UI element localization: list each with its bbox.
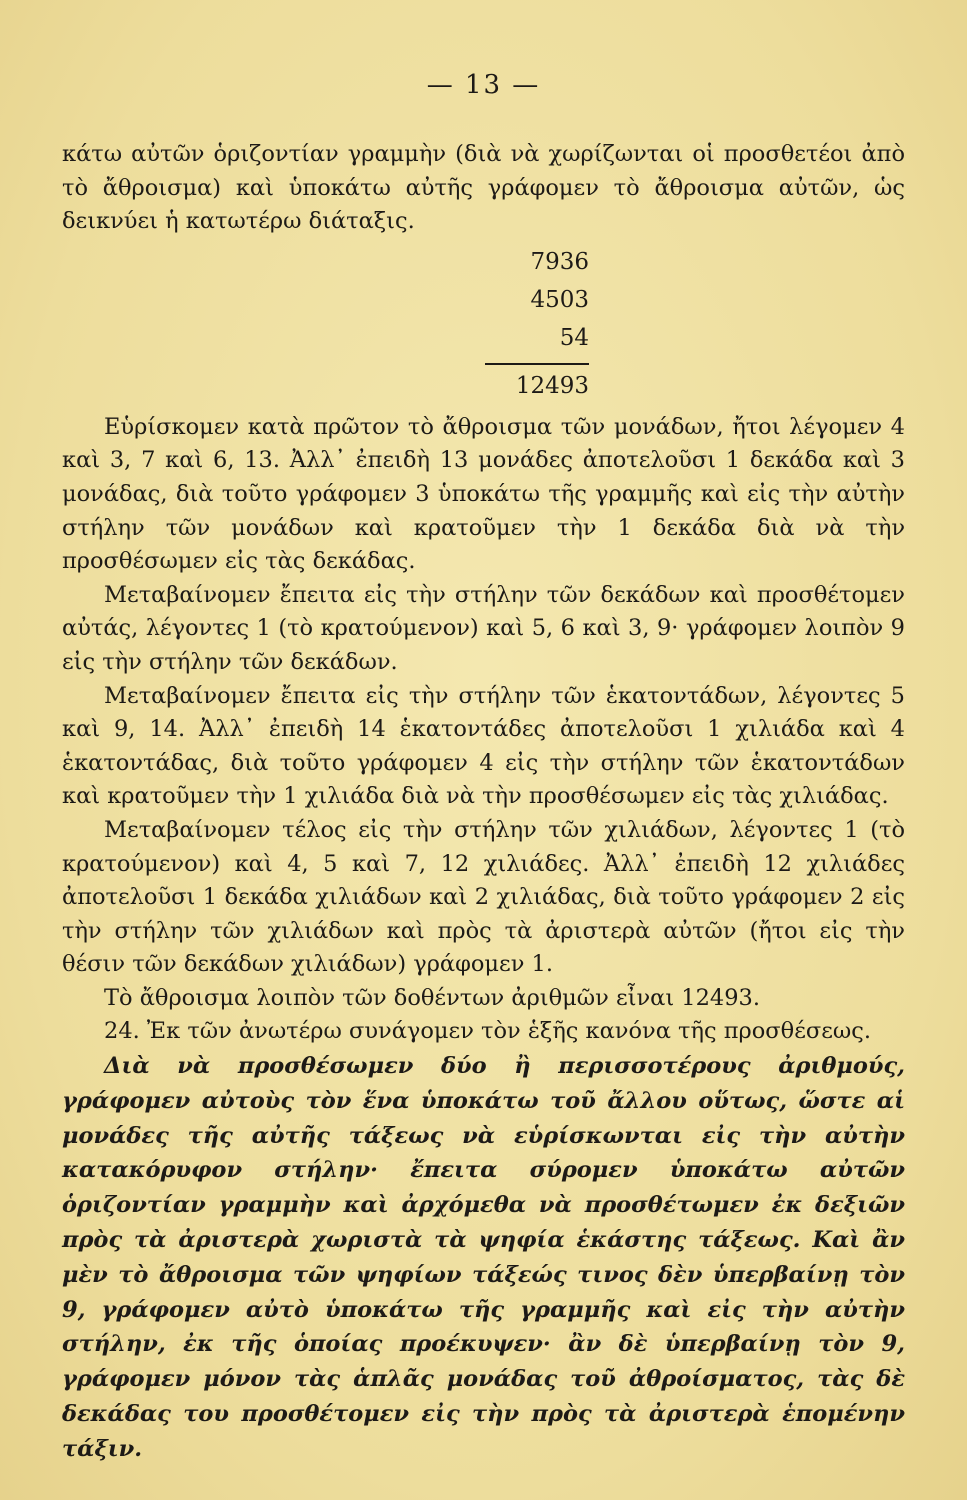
sum-rule	[485, 363, 589, 365]
addend-2: 4503	[530, 286, 589, 313]
paragraph-result: Τὸ ἄθροισμα λοιπὸν τῶν δοθέντων ἀριθμῶν εἶναι 12493.	[104, 984, 761, 1011]
addition-layout	[485, 243, 589, 405]
addend-3: 54	[559, 324, 589, 351]
sum-total: 12493	[515, 372, 589, 399]
addition-rule: Διὰ νὰ προσθέσωμεν δύο ἢ περισσοτέρους ἀριθμούς, γράφομεν αὐτοὺς τὸν ἕνα ὑποκάτω τοῦ ἄλλου οὕτως, ὥστε αἱ μονάδες τῆς αὐτῆς τάξεως νὰ εὑρίσκωνται εἰς τὴν αὐτὴν κατακόρυφον στήλην· ἔπειτα σύρομεν ὑποκάτω αὐτῶν ὁριζοντίαν γραμμὴν καὶ ἀρχόμεθα νὰ προσθέτωμεν ἐκ δεξιῶν πρὸς τὰ ἀριστερὰ χωριστὰ τὰ ψηφία ἑκάστης τάξεως. Καὶ ἂν μὲν τὸ ἄθροισμα τῶν ψηφίων τάξεώς τινος δὲν ὑπερβαίνῃ τὸν 9, γράφομεν αὐτὸ ὑποκάτω τῆς γραμμῆς καὶ εἰς τὴν αὐτὴν στήλην, ἐκ τῆς ὁποίας προέκυψεν· ἂν δὲ ὑπερβαίνῃ τὸν 9, γράφομεν μόνον τὰς ἁπλᾶς μονάδας τοῦ ἀθροίσματος, τὰς δὲ δεκάδας του προσθέτομεν εἰς τὴν πρὸς τὰ ἀριστερὰ ἑπομένην τάξιν.	[62, 1053, 905, 1462]
paragraph-tens: Μεταβαίνομεν ἔπειτα εἰς τὴν στήλην τῶν δεκάδων καὶ προσθέτομεν αὐτάς, λέγοντες 1 (τὸ κρατούμενον) καὶ 5, 6 καὶ 3, 9· γράφομεν λοιπὸν 9 εἰς τὴν στήλην τῶν δεκάδων.	[62, 581, 905, 675]
paragraph-thousands: Μεταβαίνομεν τέλος εἰς τὴν στήλην τῶν χιλιάδων, λέγοντες 1 (τὸ κρατούμενον) καὶ 4, 5 καὶ 7, 12 χιλιάδες. Ἀλλ᾽ ἐπειδὴ 12 χιλιάδες ἀποτελοῦσι 1 δεκάδα χιλιάδων καὶ 2 χιλιάδας, διὰ τοῦτο γράφομεν 2 εἰς τὴν στήλην τῶν χιλιάδων καὶ πρὸς τὰ ἀριστερὰ αὐτῶν (ἤτοι εἰς τὴν θέσιν τῶν δεκάδων χιλιάδων) γράφομεν 1.	[62, 816, 905, 978]
paragraph-hundreds: Μεταβαίνομεν ἔπειτα εἰς τὴν στήλην τῶν ἑκατοντάδων, λέγοντες 5 καὶ 9, 14. Ἀλλ᾽ ἐπειδὴ 14 ἑκατοντάδες ἀποτελοῦσι 1 χιλιάδα καὶ 4 ἑκατοντάδας, διὰ τοῦτο γράφομεν 4 εἰς τὴν στήλην τῶν ἑκατοντάδων καὶ κρατοῦμεν τὴν 1 χιλιάδα διὰ νὰ τὴν προσθέσωμεν εἰς τὰς χιλιάδας.	[62, 682, 905, 810]
paragraph-intro: κάτω αὐτῶν ὁριζοντίαν γραμμὴν (διὰ νὰ χωρίζωνται οἱ προσθετέοι ἀπὸ τὸ ἄθροισμα) καὶ ὑποκάτω αὐτῆς γράφομεν τὸ ἄθροισμα αὐτῶν, ὡς δεικνύει ἡ κατωτέρω διάταξις.	[62, 141, 905, 235]
addend-1: 7936	[530, 248, 589, 275]
page-number: — 13 —	[426, 70, 541, 100]
paragraph-units: Εὑρίσκομεν κατὰ πρῶτον τὸ ἄθροισμα τῶν μονάδων, ἤτοι λέγομεν 4 καὶ 3, 7 καὶ 6, 13. Ἀλλ᾽ ἐπειδὴ 13 μονάδες ἀποτελοῦσι 1 δεκάδα καὶ 3 μονάδας, διὰ τοῦτο γράφομεν 3 ὑποκάτω τῆς γραμμῆς καὶ εἰς τὴν αὐτὴν στήλην τῶν μονάδων καὶ κρατοῦμεν τὴν 1 δεκάδα διὰ νὰ τὴν προσθέσωμεν εἰς τὰς δεκάδας.	[62, 413, 905, 575]
paragraph-rule-intro: 24. Ἐκ τῶν ἀνωτέρω συνάγομεν τὸν ἑξῆς κανόνα τῆς προσθέσεως.	[104, 1018, 871, 1045]
